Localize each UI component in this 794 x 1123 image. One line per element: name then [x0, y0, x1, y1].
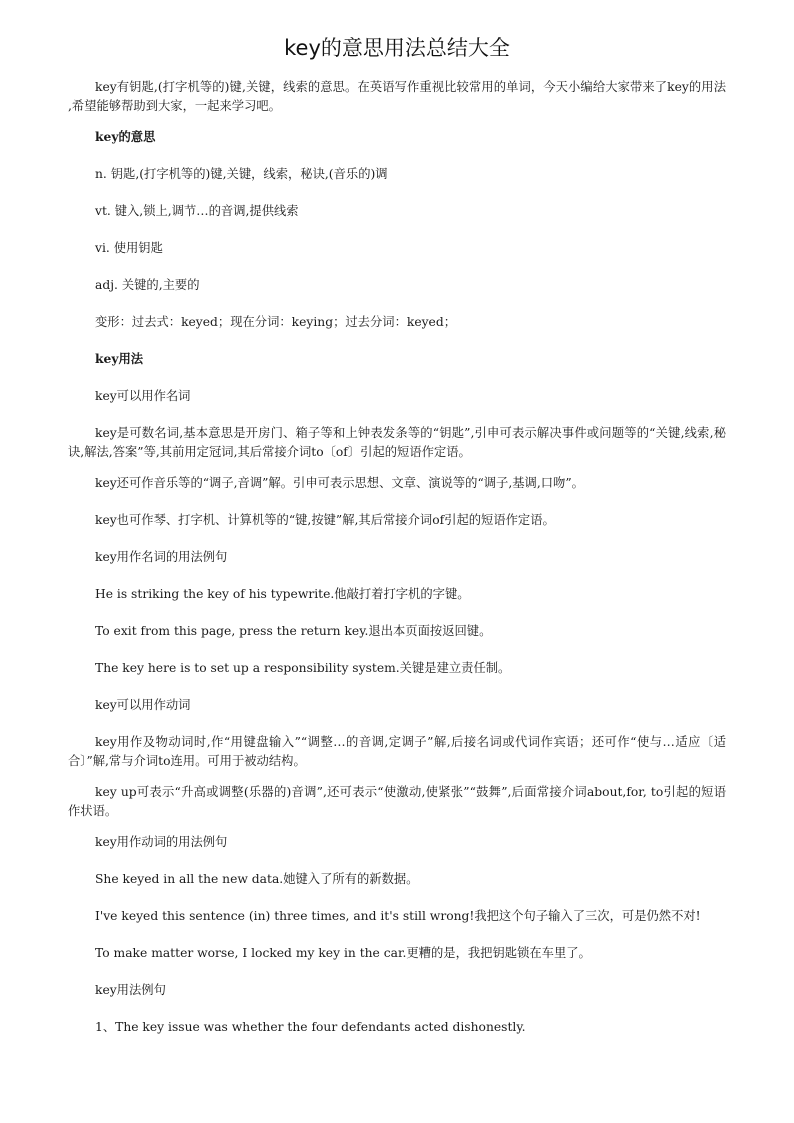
- paragraph: He is striking the key of his typewrite.他敲打着打字机的字键。: [95, 587, 470, 601]
- paragraph: 变形：过去式：keyed；现在分词：keying；过去分词：keyed；: [95, 315, 456, 329]
- paragraph: To exit from this page, press the return key.退出本页面按返回键。: [95, 624, 492, 638]
- paragraph: key用法例句: [95, 983, 166, 997]
- paragraph: key用作及物动词时,作“用键盘输入”“调整…的音调,定调子”解,后接名词或代词作宾语；还可作“使与…适应〔适合〕”解,常与介词to连用。可用于被动结构。: [68, 735, 726, 768]
- document-body: [68, 78, 726, 1037]
- section-heading: key用法: [95, 351, 144, 366]
- paragraph: key用作动词的用法例句: [95, 835, 228, 849]
- paragraph: vt. 键入,锁上,调节…的音调,提供线索: [95, 204, 299, 218]
- paragraph: I've keyed this sentence (in) three times, and it's still wrong!我把这个句子输入了三次，可是仍然不对!: [95, 909, 701, 923]
- paragraph: key用作名词的用法例句: [95, 550, 228, 564]
- paragraph: n. 钥匙,(打字机等的)键,关键，线索，秘诀,(音乐的)调: [95, 167, 388, 181]
- paragraph: key也可作琴、打字机、计算机等的“键,按键”解,其后常接介词of引起的短语作定语。: [95, 513, 555, 527]
- paragraph: key有钥匙,(打字机等的)键,关键，线索的意思。在英语写作重视比较常用的单词，今天小编给大家带来了key的用法 ,希望能够帮助到大家，一起来学习吧。: [68, 80, 726, 113]
- paragraph: To make matter worse, I locked my key in the car.更糟的是，我把钥匙锁在车里了。: [95, 946, 591, 960]
- section-heading: key的意思: [95, 129, 156, 144]
- paragraph: key up可表示“升高或调整(乐器的)音调”,还可表示“使激动,使紧张”“鼓舞”,后面常接介词about,for, to引起的短语作状语。: [68, 785, 726, 818]
- paragraph: key可以用作动词: [95, 698, 191, 712]
- paragraph: She keyed in all the new data.她键入了所有的新数据。: [95, 872, 419, 886]
- paragraph: key可以用作名词: [95, 389, 191, 403]
- paragraph: vi. 使用钥匙: [95, 241, 163, 255]
- paragraph: key还可作音乐等的“调子,音调”解。引申可表示思想、文章、演说等的“调子,基调,口吻”。: [95, 476, 584, 490]
- paragraph: adj. 关键的,主要的: [95, 278, 200, 292]
- paragraph: The key here is to set up a responsibility system.关键是建立责任制。: [95, 661, 511, 675]
- document-title: key的意思用法总结大全: [284, 36, 510, 60]
- paragraph: key是可数名词,基本意思是开房门、箱子等和上钟表发条等的“钥匙”,引申可表示解决事件或问题等的“关键,线索,秘诀,解法,答案”等,其前用定冠词,其后常接介词to〔of〕引起的短语作定语。: [68, 426, 726, 459]
- paragraph: 1、The key issue was whether the four defendants acted dishonestly.: [95, 1020, 526, 1034]
